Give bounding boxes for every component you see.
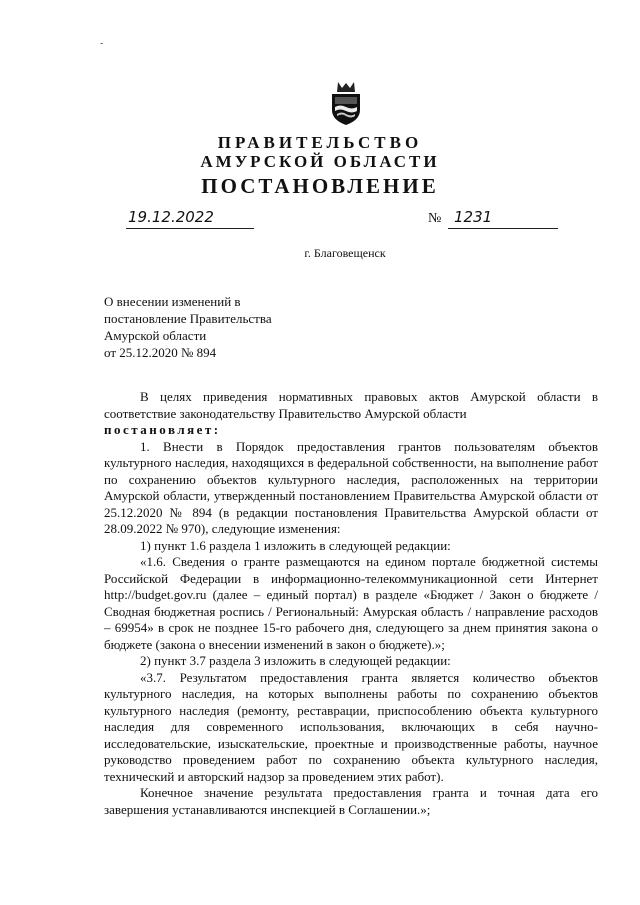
- clause-3-7-paragraph: «3.7. Результатом предоставления гранта является количество объектов культурного наследия, на которых выполнены работы по сохранению объектов культурного наследия (ремонту, реставрации, приспособлению объекта культурного наследия для современного использования, включающих в себя научно-исследовательские, изыскательские, проектные и производственные работы, научное руководство проведением работ по сохранению объекта культурного наследия, технический и авторский надзор за проведением этих работ).: [104, 669, 598, 784]
- item-1-paragraph: 1. Внести в Порядок предоставления грантов пользователям объектов культурного наследия, находящихся в федеральной собственности, на выполнение работ по сохранению объектов культурного наследия, расположенных на территории Амурской области, утвержденный постановлением Правительства Амурской области от 25.12.2020 № 894 (в редакции постановления Правительства Амурской области от 28.09.2022 № 970), следующие изменения:: [104, 438, 598, 536]
- number-sign: №: [428, 211, 442, 226]
- preamble-paragraph: В целях приведения нормативных правовых актов Амурской области в соответствие законодательству Правительство Амурской области: [104, 389, 598, 421]
- subject-line: Амурской области: [104, 328, 207, 343]
- final-value-paragraph: Конечное значение результата предоставления гранта и точная дата его завершения устанавливаются инспекцией в Соглашении.»;: [104, 785, 598, 817]
- city: г. Благовещенск: [304, 246, 386, 260]
- resolves-word: постановляет:: [104, 422, 221, 437]
- government-title: ПРАВИТЕЛЬСТВО: [217, 133, 423, 152]
- subitem-2-paragraph: 2) пункт 3.7 раздела 3 изложить в следующей редакции:: [140, 653, 451, 668]
- coat-of-arms-icon: [328, 80, 364, 126]
- document-date: 19.12.2022: [126, 208, 254, 229]
- document-number: 1231: [448, 208, 558, 229]
- document-body: [104, 389, 598, 818]
- region-title: АМУРСКОЙ ОБЛАСТИ: [200, 152, 440, 171]
- document-type: ПОСТАНОВЛЕНИЕ: [201, 174, 439, 198]
- subject-block: [104, 293, 272, 361]
- subject-line: О внесении изменений в: [104, 294, 241, 309]
- stray-mark: -: [100, 38, 104, 49]
- subitem-1-paragraph: 1) пункт 1.6 раздела 1 изложить в следующей редакции:: [140, 537, 451, 553]
- subject-line: от 25.12.2020 № 894: [104, 345, 217, 360]
- clause-1-6-paragraph: «1.6. Сведения о гранте размещаются на едином портале бюджетной системы Российской Федерации в информационно-телекоммуникационной сети Интернет http://budget.gov.ru (далее – единый портал) в разделе «Бюджет / Закон о бюджете / Сводная бюджетная роспись / Региональный: Амурская область / направление расходов – 69954» в срок не позднее 15-го рабочего дня, следующего за днем принятия закона о бюджете (закона о внесении изменений в закон о бюджете).»;: [104, 554, 598, 652]
- subject-line: постановление Правительства: [104, 311, 272, 326]
